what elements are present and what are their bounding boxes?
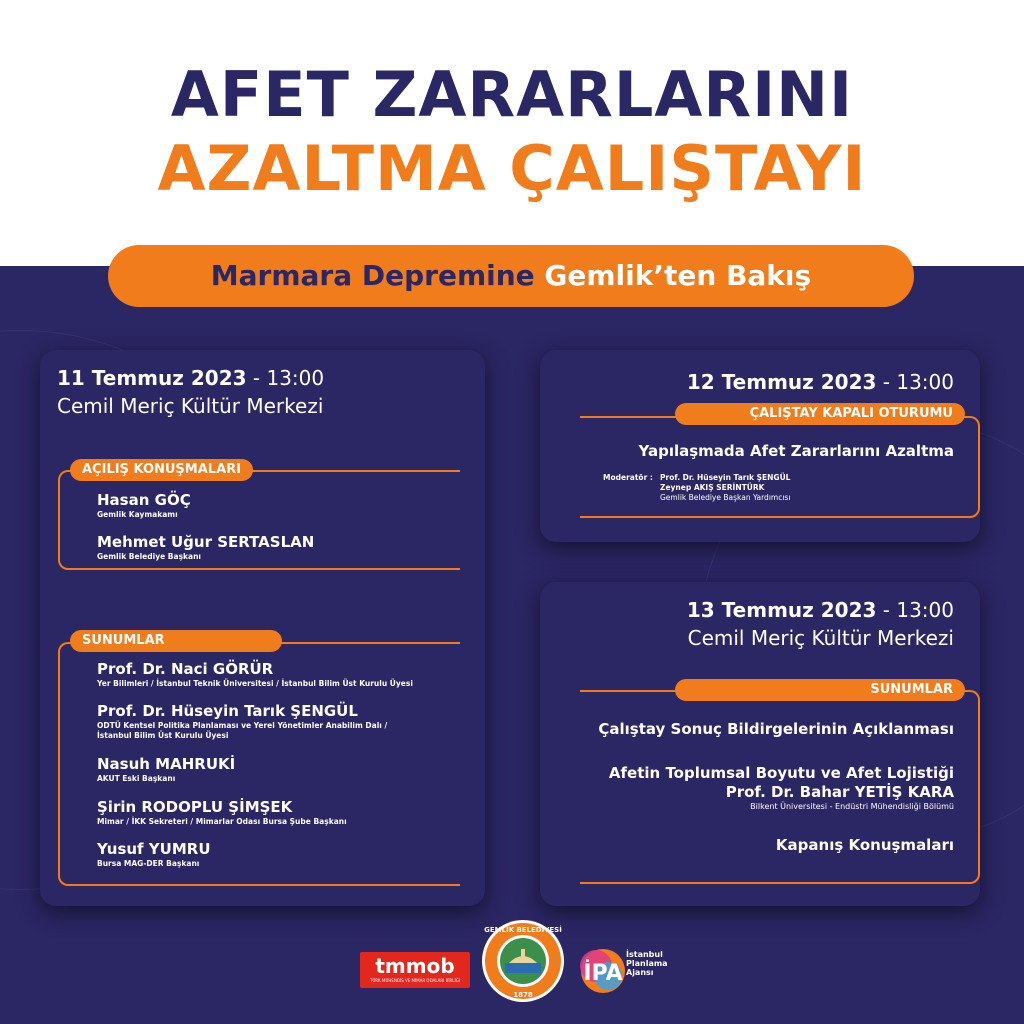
agenda-speaker-role: Bilkent Üniversitesi - Endüstri Mühendisliği Bölümü <box>750 802 954 811</box>
seal-year-text: 1878 <box>513 991 533 999</box>
ipa-mark-text: İPA <box>583 961 623 986</box>
ipa-line3: Ajansı <box>626 968 654 977</box>
presenter-name: Yusuf YUMRU <box>97 840 211 858</box>
day3-venue: Cemil Meriç Kültür Merkezi <box>687 626 954 650</box>
day1-venue: Cemil Meriç Kültür Merkezi <box>57 394 324 418</box>
speaker-role: Gemlik Belediye Başkanı <box>97 552 201 561</box>
presenter-name: Prof. Dr. Hüseyin Tarık ŞENGÜL <box>97 702 358 720</box>
agenda-speaker: Prof. Dr. Bahar YETİŞ KARA <box>725 783 954 801</box>
tmmob-logo-text: tmmob <box>375 954 455 978</box>
presenter-role: AKUT Eski Başkanı <box>97 774 176 783</box>
moderator-name: Zeynep AKIŞ SERİNTÜRK <box>660 483 765 492</box>
tmmob-logo <box>360 952 470 988</box>
agenda-item: Afetin Toplumsal Boyutu ve Afet Lojistiği <box>608 764 954 782</box>
event-title-line2: AZALTMA ÇALIŞTAYI <box>157 132 867 205</box>
speaker-role: Gemlik Kaymakamı <box>97 510 178 519</box>
session-tag: ÇALIŞTAY KAPALI OTURUMU <box>675 403 965 425</box>
agenda-item: Çalıştay Sonuç Bildirgelerinin Açıklanması <box>598 720 954 738</box>
presenter-name: Şirin RODOPLU ŞİMŞEK <box>97 798 293 816</box>
subtitle-part2: Gemlik’ten Bakış <box>544 259 812 292</box>
ipa-logo-text <box>626 950 668 977</box>
presentations-tag: SUNUMLAR <box>70 630 282 652</box>
presenter-role: Bursa MAG-DER Başkanı <box>97 859 200 868</box>
presenter-name: Prof. Dr. Naci GÖRÜR <box>97 660 274 678</box>
speaker-name: Mehmet Uğur SERTASLAN <box>97 533 315 551</box>
presenter-role: Yer Bilimleri / İstanbul Teknik Üniversitesi / İstanbul Bilim Üst Kurulu Üyesi <box>97 679 413 688</box>
gemlik-municipality-seal-icon <box>481 919 565 1003</box>
ipa-line2: Planlama <box>626 959 668 968</box>
day3-card <box>540 582 980 906</box>
subtitle-banner <box>108 245 914 307</box>
opening-tag: AÇILIŞ KONUŞMALARI <box>70 459 253 481</box>
day3-presentations-tag: SUNUMLAR <box>675 679 965 701</box>
presenter-role: İstanbul Bilim Üst Kurulu Üyesi <box>97 731 229 740</box>
ipa-line1: İstanbul <box>626 950 663 959</box>
agenda-item: Kapanış Konuşmaları <box>775 836 954 854</box>
presenter-role: ODTÜ Kentsel Politika Planlaması ve Yerel Yönetimler Anabilim Dalı / <box>97 721 388 730</box>
seal-top-text: GEMLİK BELEDİYESİ <box>484 926 562 934</box>
moderator-name: Prof. Dr. Hüseyin Tarık ŞENGÜL <box>660 473 791 482</box>
day1-card <box>40 350 485 906</box>
tmmob-logo-subtext: TÜRK MÜHENDİS VE MİMAR ODALARI BİRLİĞİ <box>370 978 460 983</box>
event-title-line1: AFET ZARARLARINI <box>170 58 854 131</box>
session-bracket <box>580 416 980 518</box>
moderator-label: Moderatör : <box>603 473 653 482</box>
day2-card <box>540 350 980 542</box>
subtitle-part1: Marmara Depremine <box>210 259 535 292</box>
moderator-role: Gemlik Belediye Başkan Yardımcısı <box>660 493 791 502</box>
day1-date: 11 Temmuz 2023 - 13:00 <box>57 366 325 390</box>
day2-date: 12 Temmuz 2023 - 13:00 <box>686 370 954 394</box>
presenter-name: Nasuh MAHRUKİ <box>97 755 236 773</box>
day3-date: 13 Temmuz 2023 - 13:00 <box>686 598 954 622</box>
presenter-role: Mimar / İKK Sekreteri / Mimarlar Odası Bursa Şube Başkanı <box>97 817 347 826</box>
speaker-name: Hasan GÖÇ <box>97 491 191 509</box>
session-topic: Yapılaşmada Afet Zararlarını Azaltma <box>638 442 954 460</box>
